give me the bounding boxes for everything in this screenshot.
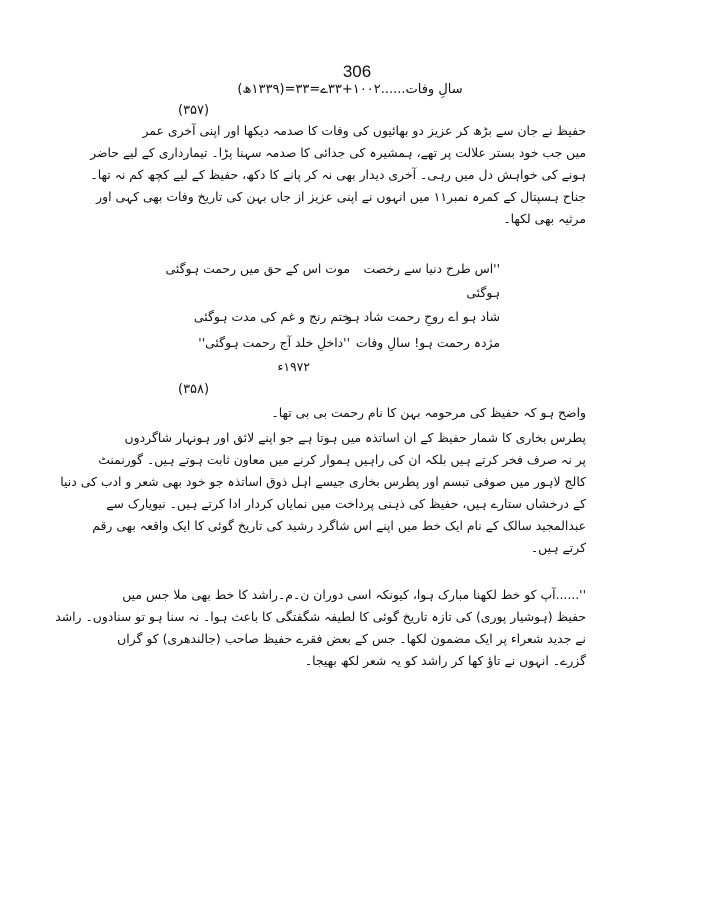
text-line: پر نہ صرف فخر کرتے ہیں بلکہ ان کی راہیں ہموار کرنے میں معاون ثابت ہوتے ہیں۔ گورنمنٹ xyxy=(98,452,586,467)
text-line: کرتے ہیں۔ xyxy=(530,540,586,555)
poem-hemistich: موت اس کے حق میں رحمت ہوگئی xyxy=(165,261,350,276)
text-line: واضح ہو کہ حفیظ کی مرحومہ بہن کا نام رحمت بی بی تھا۔ xyxy=(271,405,586,420)
poem-hemistich: ختم رنج و غم کی مدت ہوگئی xyxy=(193,309,350,324)
poem-hemistich: ''اس طرح دنیا سے رخصت xyxy=(363,261,500,276)
page-number: 306 xyxy=(342,62,372,81)
paragraph-1 xyxy=(90,120,586,230)
paragraph-3-quotation xyxy=(55,584,586,672)
poem-verse xyxy=(193,304,500,330)
entry-number-357: (۳۵۷) xyxy=(178,103,210,118)
poem-year-row xyxy=(210,356,500,378)
text-line: نے جدید شعراء پر ایک مضمون لکھا۔ جس کے بعض فقرے حفیظ صاحب (جالندھری) کو گراں xyxy=(117,631,586,646)
poem-hemistich: ہوگئی xyxy=(466,285,500,300)
note-line xyxy=(271,402,586,424)
text-line: ''......آپ کو خط لکھنا مبارک ہوا، کیونکہ اسی دوران ن۔م۔راشد کا خط بھی ملا جس میں xyxy=(122,587,586,602)
text-line: گزرے۔ انہوں نے تاؤ کھا کر راشد کو یہ شعر لکھ بھیجا۔ xyxy=(304,653,586,668)
poem-year: ۱۹۷۲ء xyxy=(277,359,310,374)
text-line: کالج لاہور میں صوفی تبسم اور پطرس بخاری جیسے اہل ذوق اساتذہ جو خود بھی شعر و ادب کی دنیا xyxy=(60,474,586,489)
poem-hemistich: ''داخلِ خلد آج رحمت ہوگئی'' xyxy=(198,335,350,350)
text-line: میں جب خود بستر علالت پر تھے، ہمشیرہ کی جدائی کا صدمہ سہنا پڑا۔ تیمارداری کے لیے حاضر xyxy=(90,145,586,160)
text-line: کے درخشاں ستارے ہیں، حفیظ کی ذہنی پرداخت میں نمایاں کردار ادا کرتے ہیں۔ نیویارک سے xyxy=(106,496,586,511)
poem-hemistich: شاد ہو اے روحِ رحمت شاد ہو xyxy=(346,309,500,324)
poem-hemistich: مژدہ رحمت ہو! سالِ وفات xyxy=(355,335,500,350)
text-line: جناح ہسپتال کے کمرہ نمبر۱۱ میں انہوں نے اپنی عزیز از جاں بہن کی تاریخ وفات بھی کہی اور xyxy=(96,189,586,204)
text-line: حفیظ (ہوشیار پوری) کی تازہ تاریخ گوئی کا لطیفہ شگفتگی کا باعث ہوا۔ نہ سنا ہو تو سنادوں۔ راشد xyxy=(55,609,586,624)
poem-verse xyxy=(165,256,500,282)
poem-verse xyxy=(198,330,500,356)
text-line: ہونے کی خواہش دل میں رہی۔ آخری دیدار بھی نہ کر پانے کا دکھ، حفیظ کے لیے کچھ کم نہ تھا۔ xyxy=(90,167,586,182)
text-line: حفیظ نے جان سے بڑھ کر عزیز دو بھائیوں کی وفات کا صدمہ دیکھا اور اپنی آخری عمر xyxy=(142,123,586,138)
entry-number-358: (۳۵۸) xyxy=(178,382,210,397)
paragraph-2 xyxy=(60,427,586,559)
text-line: پطرس بخاری کا شمار حفیظ کے ان اساتذہ میں ہوتا ہے جو اپنے لائق اور ہونہار شاگردوں xyxy=(124,430,586,445)
poem-verse xyxy=(210,282,500,304)
text-line: مرثیہ بھی لکھا۔ xyxy=(503,211,586,226)
poem xyxy=(165,256,500,378)
text-line: عبدالمجید سالک کے نام ایک خط میں اپنے اس شاگرد رشید کی تاریخ گوئی کا ایک واقعہ بھی رقم xyxy=(92,518,586,533)
heading-death-year: سالِ وفات......۱۰۰۲+۳۳ے=۳۳=(۱۳۳۹ھ) xyxy=(237,82,463,97)
